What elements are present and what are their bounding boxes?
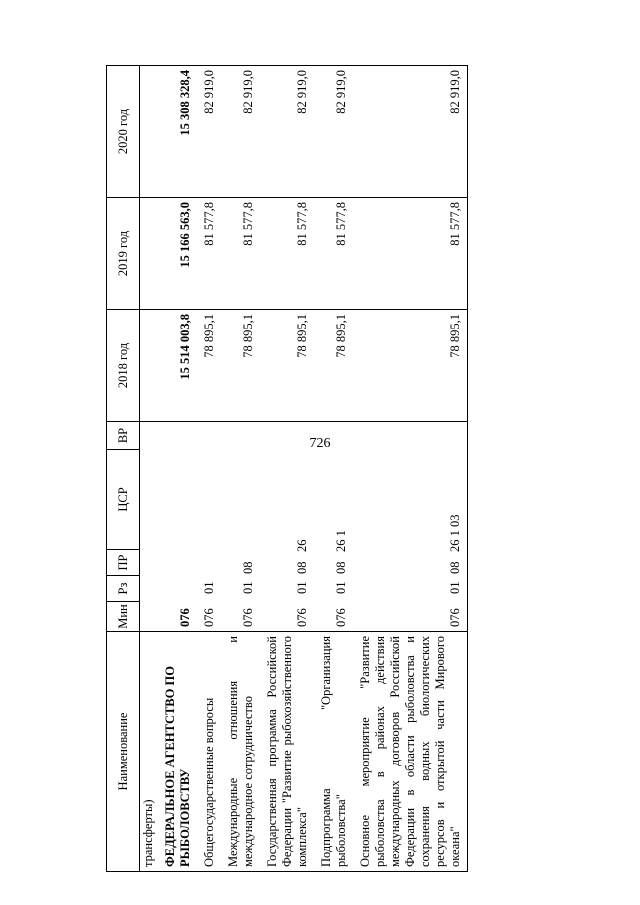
header-pr: ПР [107,550,140,576]
row-pr: 08 [448,561,462,574]
table-row [140,66,159,872]
row-2018: 78 895,1 [353,310,468,422]
row-2018: 15 514 003,8 [158,310,197,422]
row-name: Основное мероприятие "Развитие рыболовства в районах действия международных договоров Российской Федерации в области рыболовства и сохранения водных биологических ресурсов и открытой части Мирового океана" [353,632,468,872]
row-2019: 81 577,8 [353,198,468,310]
row-min: 076 [241,608,255,627]
row-min: 076 [202,608,216,627]
row-name: трансферты) [140,632,159,872]
row-2020: 82 919,0 [353,66,468,198]
row-rz: 01 [241,581,255,594]
row-codes [314,422,353,632]
row-csr: 26 [295,539,309,552]
row-min: 076 [448,608,462,627]
row-name: Международные отношения и международное сотрудничество [221,632,260,872]
row-rz: 01 [448,581,462,594]
table-row [221,66,260,872]
row-2019: 81 577,8 [260,198,314,310]
budget-table [106,65,468,872]
row-2020: 15 308 328,4 [158,66,197,198]
row-2018: 78 895,1 [197,310,221,422]
row-2020: 82 919,0 [221,66,260,198]
row-min: 076 [334,608,348,627]
header-2019: 2019 год [107,198,140,310]
row-rz: 01 [295,581,309,594]
row-pr: 08 [334,561,348,574]
table-header-row [107,66,140,872]
row-2020: 82 919,0 [260,66,314,198]
row-2019: 81 577,8 [314,198,353,310]
table-row [260,66,314,872]
row-2018: 78 895,1 [221,310,260,422]
row-codes [197,422,221,632]
page-number: 726 [309,436,331,451]
row-2019: 81 577,8 [197,198,221,310]
row-csr: 26 1 03 [448,514,462,552]
header-vr: ВР [107,422,140,450]
row-2019: 15 166 563,0 [158,198,197,310]
row-2018: 78 895,1 [314,310,353,422]
row-rz [178,574,193,594]
row-name: Государственная программа Российской Федерации "Развитие рыбохозяйственного комплекса" [260,632,314,872]
budget-table-rotated [106,66,606,872]
row-codes [353,422,468,632]
header-name: Наименование [107,632,140,872]
row-rz: 01 [202,581,216,594]
row-min: 076 [178,608,192,627]
row-name: Подпрограмма "Организация рыболовства" [314,632,353,872]
row-2018 [140,310,159,422]
row-2019 [140,198,159,310]
header-2020: 2020 год [107,66,140,198]
row-name: Общегосударственные вопросы [197,632,221,872]
row-codes [221,422,260,632]
row-min: 076 [295,608,309,627]
row-2019: 81 577,8 [221,198,260,310]
row-csr: 26 1 [334,530,348,552]
header-csr: ЦСР [107,450,140,550]
table-row [314,66,353,872]
row-rz: 01 [334,581,348,594]
row-pr: 08 [241,561,255,574]
row-2020: 82 919,0 [314,66,353,198]
row-codes [140,422,159,632]
row-name: ФЕДЕРАЛЬНОЕ АГЕНТСТВО ПО РЫБОЛОВСТВУ [158,632,197,872]
table-row [197,66,221,872]
table-row [158,66,197,872]
header-2018: 2018 год [107,310,140,422]
row-2018: 78 895,1 [260,310,314,422]
row-pr: 08 [295,561,309,574]
row-codes [260,422,314,632]
row-codes [158,422,197,632]
table-row [353,66,468,872]
header-min: Мин [107,602,140,632]
header-rz: Рз [107,576,140,602]
row-2020 [140,66,159,198]
row-pr [178,552,193,574]
row-2020: 82 919,0 [197,66,221,198]
row-pr [202,552,217,574]
